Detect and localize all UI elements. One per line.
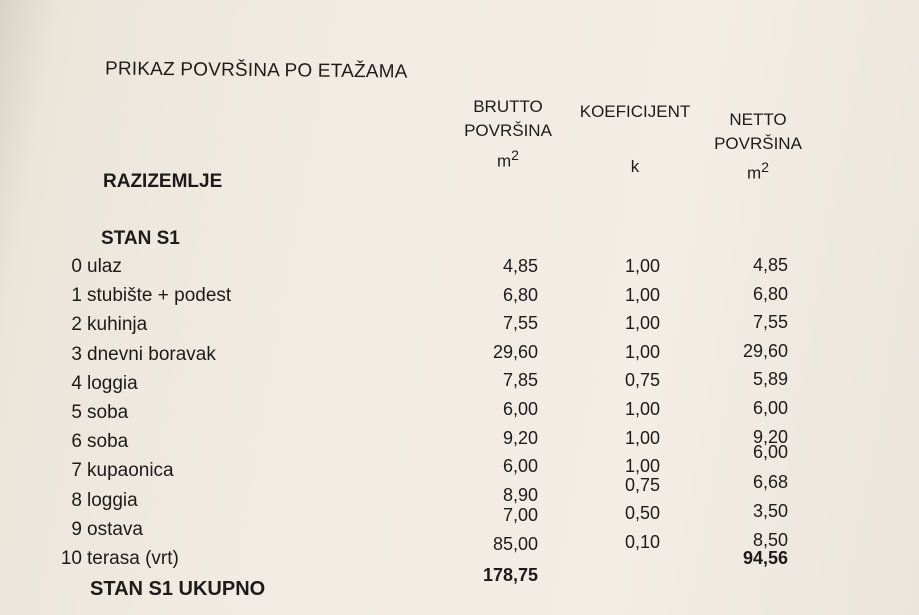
room-row-label (52, 519, 143, 541)
room-koef-value: 1,00 (624, 284, 660, 305)
header-netto (705, 108, 811, 156)
room-name: loggia (87, 489, 138, 511)
room-row-label (52, 460, 174, 482)
header-koeficijent: KOEFICIJENT (579, 102, 691, 121)
room-brutto-value: 8,90 (502, 484, 538, 505)
room-netto-value: 7,55 (752, 312, 788, 333)
room-brutto-value: 7,55 (502, 313, 538, 334)
header-netto-line1: NETTO (729, 110, 787, 129)
room-netto-value: 5,89 (752, 369, 788, 390)
room-koef-value: 1,00 (624, 313, 660, 334)
room-row-label (52, 373, 138, 395)
room-row-label (52, 314, 147, 336)
room-row-label (52, 490, 138, 512)
room-name: soba (87, 431, 129, 453)
room-name: ulaz (87, 256, 122, 277)
room-koef-value: 1,00 (624, 341, 660, 362)
room-koef-value: 0,75 (624, 370, 660, 391)
header-brutto-line2: POVRŠINA (464, 121, 552, 140)
room-name: ostava (87, 518, 143, 540)
unit-brutto-sup: 2 (511, 148, 520, 164)
room-koef-value: 1,00 (624, 256, 660, 276)
room-name: stubište + podest (87, 285, 232, 307)
room-koef-value: 1,00 (624, 427, 660, 448)
unit-brutto (452, 148, 564, 172)
room-number: 1 (71, 285, 82, 307)
total-brutto: 178,75 (482, 565, 538, 585)
room-brutto-value: 6,80 (502, 284, 538, 305)
unit-netto-m: m (746, 163, 762, 183)
room-koef-value: 0,10 (624, 532, 660, 552)
room-row-label (52, 548, 179, 570)
room-netto-value: 6,80 (752, 283, 788, 304)
room-brutto-value: 9,20 (502, 427, 538, 448)
room-name: soba (87, 402, 129, 423)
room-name: kuhinja (87, 314, 148, 336)
room-brutto-value: 29,60 (492, 341, 538, 362)
unit-netto-sup: 2 (761, 160, 770, 176)
room-number: 9 (71, 518, 82, 540)
room-brutto-value: 4,85 (502, 256, 538, 276)
room-number: 4 (71, 372, 82, 394)
room-netto-value: 6,00 (752, 398, 788, 418)
room-koef-value: 1,00 (624, 399, 660, 419)
room-netto-value: 9,20 (752, 426, 788, 447)
room-number: 2 (71, 314, 82, 336)
document-title: PRIKAZ POVRŠINA PO ETAŽAMA (104, 58, 408, 83)
room-row-label (52, 431, 128, 453)
unit-brutto-m: m (496, 151, 512, 171)
total-label: STAN S1 UKUPNO (90, 578, 266, 600)
room-number: 10 (60, 548, 82, 569)
room-brutto-value: 7,00 (502, 505, 538, 526)
room-name: dnevni boravak (87, 343, 216, 365)
room-row-label (52, 256, 122, 278)
room-row-label (52, 344, 216, 366)
room-number: 3 (71, 343, 82, 365)
room-name: kupaonica (87, 460, 174, 482)
room-netto-value: 4,85 (752, 255, 788, 275)
room-netto-value: 6,00 (752, 442, 788, 463)
room-number: 7 (71, 460, 82, 482)
room-netto-value: 29,60 (742, 340, 788, 361)
room-koef-value: 0,75 (624, 474, 660, 495)
header-brutto (452, 95, 564, 143)
room-brutto-value: 85,00 (492, 534, 538, 554)
total-netto: 94,56 (742, 548, 788, 568)
room-koef-value: 0,50 (624, 503, 660, 524)
room-name: loggia (87, 372, 138, 394)
room-koef-value: 1,00 (624, 456, 660, 477)
room-number: 8 (71, 489, 82, 511)
room-number: 5 (71, 402, 82, 423)
room-netto-value: 8,50 (752, 530, 788, 551)
room-name: terasa (vrt) (87, 548, 179, 569)
unit-netto (705, 160, 811, 184)
unit-koef: k (630, 157, 640, 176)
unit-heading: STAN S1 (101, 228, 180, 249)
room-row-label (52, 285, 231, 307)
room-netto-value: 6,68 (752, 471, 788, 492)
floor-heading: RAZIZEMLJE (103, 171, 223, 192)
room-netto-value: 3,50 (752, 501, 788, 521)
room-number: 6 (71, 431, 82, 453)
room-row-label (52, 402, 128, 424)
header-netto-line2: POVRŠINA (714, 134, 802, 153)
room-brutto-value: 6,00 (502, 456, 538, 477)
header-brutto-line1: BRUTTO (473, 97, 543, 116)
room-brutto-value: 6,00 (502, 399, 538, 419)
room-number: 0 (71, 256, 82, 277)
room-brutto-value: 7,85 (502, 370, 538, 391)
